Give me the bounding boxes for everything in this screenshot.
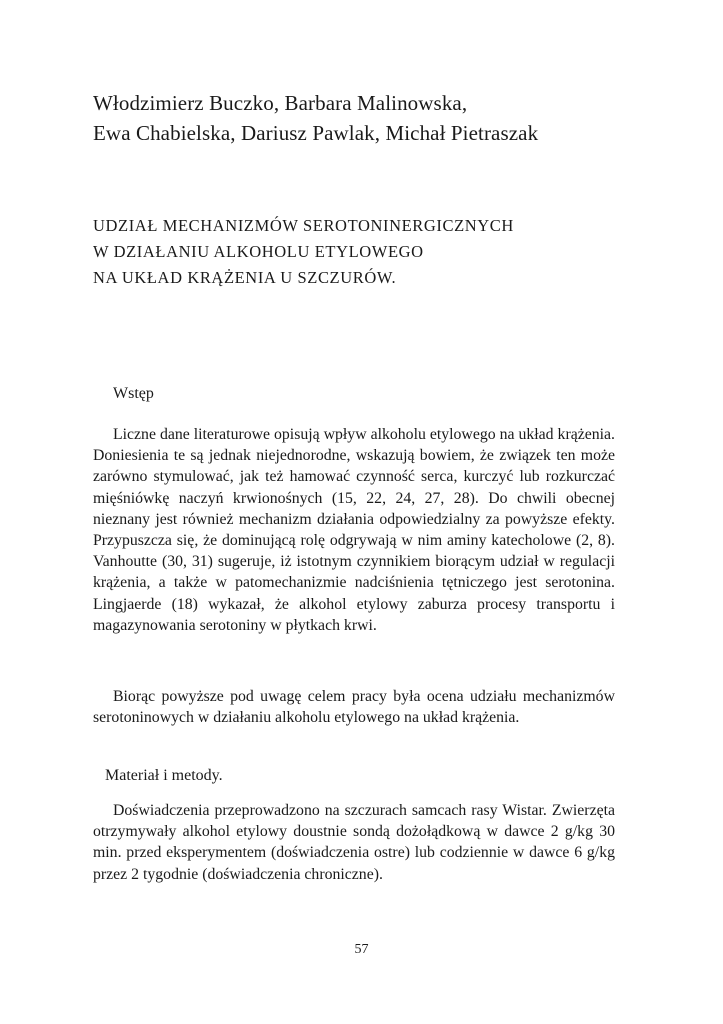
title-line-2: W DZIAŁANIU ALKOHOLU ETYLOWEGO [93,242,424,261]
introduction-paragraph-2: Biorąc powyższe pod uwagę celem pracy była ocena udziału mechanizmów serotoninowych w działaniu alkoholu etylowego na układ krążenia. [93,688,615,727]
author-line-1: Włodzimierz Buczko, Barbara Malinowska, [93,91,468,115]
title-line-1: UDZIAŁ MECHANIZMÓW SEROTONINERGICZNYCH [93,216,514,235]
author-list [93,88,653,148]
introduction-paragraph-1: Liczne dane literaturowe opisują wpływ alkoholu etylowego na układ krążenia. Doniesienia te są jednak niejednorodne, wskazują bowiem, że związek ten może zarówno stymulować, jak też hamować czynność serca, kurczyć lub rozkurczać mięśniówkę naczyń krwionośnych (15, 22, 24, 27, 28). Do chwili obecnej nieznany jest również mechanizm działania odpowiedzialny za powyższe efekty. Przypuszcza się, że dominującą rolę odgrywają w nim aminy katecholowe (2, 8). Vanhoutte (30, 31) sugeruje, iż istotnym czynnikiem biorącym udział w regulacji krążenia, a także w patomechanizmie nadciśnienia tętniczego jest serotonina. Lingjaerde (18) wykazał, że alkohol etylowy zaburza procesy transportu i magazynowania serotoniny w płytkach krwi. [93,426,615,634]
article-title [93,213,653,291]
introduction-heading: Wstęp [113,385,154,402]
title-line-3: NA UKŁAD KRĄŻENIA U SZCZURÓW. [93,268,397,287]
methods-paragraph-1: Doświadczenia przeprowadzono na szczurach samcach rasy Wistar. Zwierzęta otrzymywały alkohol etylowy doustnie sondą dożołądkową w dawce 2 g/kg 30 min. przed eksperymentem (doświadczenia ostre) lub codziennie w dawce 6 g/kg przez 2 tygodnie (doświadczenia chroniczne). [93,802,615,883]
author-line-2: Ewa Chabielska, Dariusz Pawlak, Michał Pietraszak [93,121,539,145]
page-number: 57 [354,942,369,957]
methods-heading: Materiał i metody. [105,767,223,784]
